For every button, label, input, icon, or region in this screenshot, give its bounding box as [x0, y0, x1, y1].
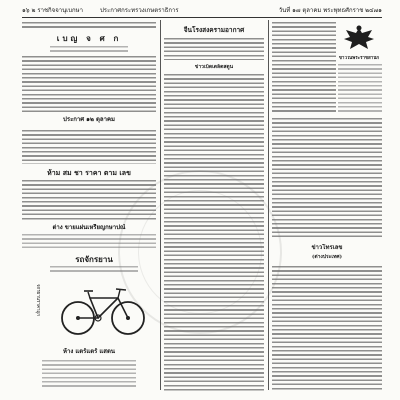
- notice-sub2: (ต่างประเทศ): [312, 254, 342, 260]
- header-middle: ประกาศกระทรวงเกษตราธิการ: [100, 7, 179, 14]
- middle-column: [164, 22, 264, 392]
- left-subtitle: ประกาศ ๑๒ ตุลาคม: [63, 116, 115, 123]
- advert-caption: ห้าง แตร์แตร์ แสตน: [63, 348, 115, 355]
- header-date: วันที่ ๑๗ ตุลาคม พระพุทธศักราช ๒๔๗๑: [278, 7, 382, 14]
- page-header: [22, 6, 382, 15]
- garuda-emblem-icon: [342, 24, 376, 54]
- middle-subtitle: ข่าวเบ็ดเตล็ดสดูน: [194, 64, 234, 70]
- advert-side-label: จักรยานราคาถูก: [35, 284, 40, 316]
- section-notice: ห้าม สม ชา ราคา ตาม เลข: [47, 168, 131, 177]
- right-column: [272, 22, 382, 392]
- section-footer: ต่าง ขายแผ่นเหรียญกษาปณ์: [52, 224, 126, 231]
- bicycle-icon: [60, 278, 146, 338]
- notice-subtitle: ข่าวโทรเลข: [311, 244, 343, 251]
- middle-title: จีนโรงสงครามอากาศ: [183, 26, 245, 34]
- header-rule: [22, 17, 382, 18]
- advert-title: รถจักรยาน: [75, 254, 113, 264]
- left-column: [22, 22, 156, 392]
- masthead: เบญ จ ศ ก: [56, 33, 122, 43]
- header-left: ๑๖ ๒ ราชกิจจานุเบกษา: [22, 7, 84, 14]
- column-divider-right: [268, 20, 269, 390]
- notice-title: ข่าวในพระราชสำนัก: [338, 56, 380, 61]
